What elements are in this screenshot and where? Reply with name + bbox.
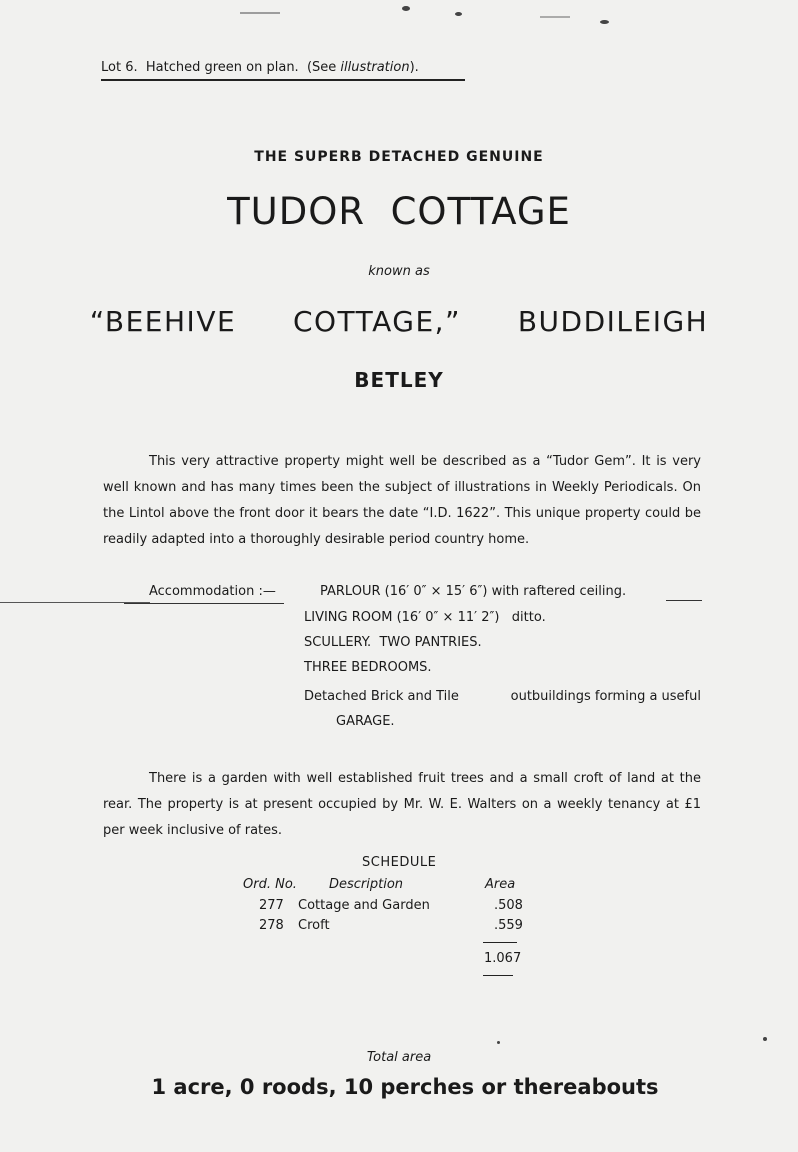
accommodation-item: THREE BEDROOMS.	[304, 660, 432, 675]
scan-speck	[402, 6, 410, 11]
total-area-label: Total area	[366, 1050, 432, 1065]
accommodation-item: LIVING ROOM (16′ 0″ × 11′ 2″) ditto.	[304, 610, 546, 625]
schedule-row-description: Croft	[298, 918, 330, 933]
accommodation-item: PARLOUR (16′ 0″ × 15′ 6″) with raftered ceiling.	[320, 584, 627, 599]
schedule-header-description: Description	[329, 877, 404, 892]
scan-speck	[600, 20, 609, 24]
accommodation-item: SCULLERY. TWO PANTRIES.	[304, 635, 482, 650]
outbuildings-text-b: outbuildings forming a useful	[510, 689, 701, 704]
lot-label: Lot 6.	[101, 60, 138, 75]
schedule-row-description: Cottage and Garden	[298, 898, 430, 913]
scan-mark	[240, 12, 280, 14]
heading-line-3: “BEEHIVE COTTAGE,” BUDDILEIGH	[89, 305, 709, 338]
schedule-row-area: .508	[494, 898, 523, 913]
lot-see-suffix: ).	[409, 60, 419, 75]
total-area-value: 1 acre, 0 roods, 10 perches or thereabouts	[151, 1075, 659, 1099]
outbuildings-text-a: Detached Brick and Tile	[304, 689, 459, 704]
schedule-total: 1.067	[484, 951, 522, 966]
accommodation-outbuildings	[304, 684, 701, 734]
schedule-row-ord: 277	[259, 898, 284, 913]
lot-see-prefix: (See	[306, 60, 341, 75]
garden-paragraph	[103, 766, 701, 844]
margin-rule	[666, 600, 702, 601]
intro-paragraph	[103, 449, 701, 553]
lot-underline	[101, 79, 465, 81]
scan-speck	[763, 1037, 767, 1041]
lot-line	[101, 60, 419, 75]
scan-speck	[497, 1041, 500, 1044]
schedule-row-area: .559	[494, 918, 523, 933]
schedule-header-area: Area	[485, 877, 516, 892]
scan-speck	[455, 12, 462, 16]
intro-text: This very attractive property might well be described as a “Tudor Gem”. It is very well known and has many times been the subject of illustrations in Weekly Periodicals. On the Lintol above the front door it bears the date “I.D. 1622”. This unique property could be readily adapted into a thoroughly desirable period country home.	[103, 454, 701, 547]
outbuildings-line-2: GARAGE.	[336, 714, 395, 729]
heading-location: BETLEY	[354, 368, 444, 392]
accommodation-label: Accommodation :—	[149, 584, 276, 599]
outbuildings-line-1	[304, 684, 701, 709]
heading-line-1: THE SUPERB DETACHED GENUINE	[254, 149, 544, 165]
schedule-row-ord: 278	[259, 918, 284, 933]
scan-mark	[540, 16, 570, 18]
schedule-total-rule	[483, 975, 513, 976]
lot-see-italic: illustration	[340, 60, 410, 75]
schedule-header-ord: Ord. No.	[243, 877, 297, 892]
schedule-title: SCHEDULE	[362, 855, 437, 870]
accommodation-underline	[124, 603, 284, 604]
known-as: known as	[368, 264, 430, 279]
garden-text: There is a garden with well established fruit trees and a small croft of land at the rear. The property is at present occupied by Mr. W. E. Walters on a weekly tenancy at £1 per week inclusive of rates.	[103, 771, 701, 838]
lot-text: Hatched green on plan.	[145, 60, 299, 75]
schedule-sum-rule	[483, 942, 517, 943]
heading-title: TUDOR COTTAGE	[227, 190, 571, 233]
